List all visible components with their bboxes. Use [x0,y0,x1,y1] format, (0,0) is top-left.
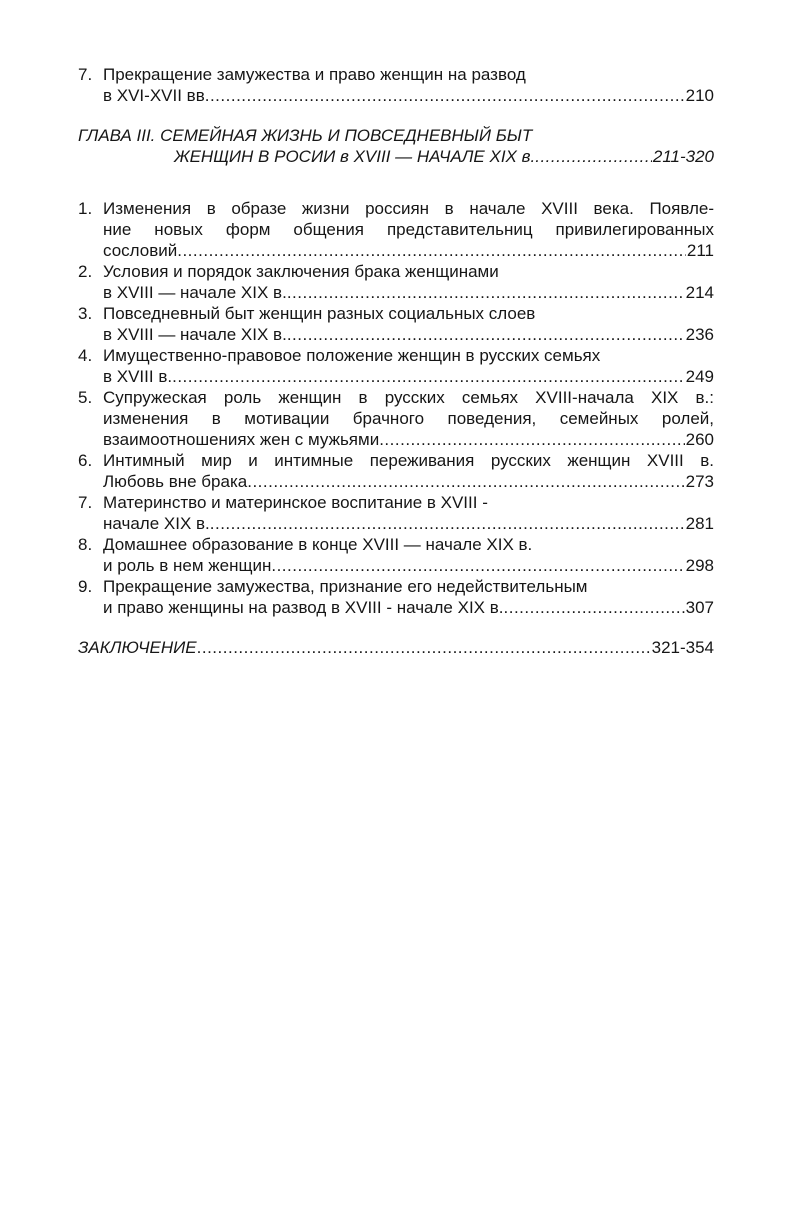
toc-entry-7 [78,492,714,534]
toc-entry-4 [78,345,714,387]
entry-title-last-line: взаимоотношениях жен с мужьями [103,430,380,449]
chapter-title-line: ГЛАВА III. СЕМЕЙНАЯ ЖИЗНЬ И ПОВСЕДНЕВНЫЙ БЫТ [78,126,533,145]
entry-number: 6. [78,451,93,470]
dot-leader [379,429,684,450]
entry-title-line: ние новых форм общения представительниц привилегированных [103,220,714,239]
entry-page-number: 249 [685,367,714,386]
conclusion-entry [78,637,714,658]
toc-entry-3 [78,303,714,345]
entry-title-last-line: сословий [103,241,178,260]
entry-title-last-line: начале XIX в. [103,514,210,533]
entry-page-number: 211 [686,241,714,260]
chapter-heading [78,125,714,167]
entry-title-line: Прекращение замужества и право женщин на развод [103,65,526,84]
entry-page-number: 236 [685,325,714,344]
dot-leader [287,324,685,345]
entry-title-last-line: в XVIII в. [103,367,173,386]
dot-leader [287,282,685,303]
entry-page-number: 273 [685,472,714,491]
entry-title-line: Имущественно-правовое положение женщин в русских семьях [103,346,601,365]
dot-leader [210,513,685,534]
entry-number: 2. [78,262,93,281]
entry-title-line: Прекращение замужества, признание его недействительным [103,577,588,596]
entry-number: 9. [78,577,93,596]
entry-title-line: Интимный мир и интимные переживания русских женщин XVIII в. [103,451,714,470]
dot-leader [197,637,651,658]
entry-number: 7. [78,65,93,84]
entry-number: 4. [78,346,93,365]
chapter-page-range: 211-320 [652,147,714,166]
entry-page-number: 307 [685,598,714,617]
entry-title-line: Домашнее образование в конце XVIII — начале XIX в. [103,535,533,554]
chapter-title-last-line: ЖЕНЩИН В РОСИИ в XVIII — НАЧАЛЕ XIX в. [174,147,536,166]
entry-page-number: 298 [685,556,714,575]
entry-title-line: изменения в мотивации брачного поведения, семейных ролей, [103,409,714,428]
toc-entry-9 [78,576,714,618]
entry-number: 1. [78,199,93,218]
toc-entry-6 [78,450,714,492]
dot-leader [535,146,652,167]
conclusion-label: ЗАКЛЮЧЕНИЕ [78,638,197,657]
toc-entry-5 [78,387,714,450]
entry-title-last-line: Любовь вне брака [103,472,248,491]
dot-leader [504,597,685,618]
entry-title-line: Изменения в образе жизни россиян в начале XVIII века. Появле- [103,199,714,218]
dot-leader [177,240,686,261]
entry-page-number: 214 [685,283,714,302]
entry-page-number: 260 [685,430,714,449]
entry-title-last-line: и роль в нем женщин [103,556,272,575]
dot-leader [172,366,685,387]
toc-entry-2 [78,261,714,303]
entry-page-number: 210 [685,86,714,105]
entry-number: 7. [78,493,93,512]
entry-number: 8. [78,535,93,554]
conclusion-page-range: 321-354 [651,638,714,657]
toc-entry-8 [78,534,714,576]
toc-entry-1 [78,198,714,261]
entry-page-number: 281 [685,514,714,533]
chapter-items [78,198,714,618]
entry-title-last-line: в XVIII — начале XIX в. [103,283,287,302]
entry-number: 3. [78,304,93,323]
dot-leader [271,555,684,576]
dot-leader [247,471,684,492]
table-of-contents [78,64,714,658]
toc-entry-prev-7 [78,64,714,106]
entry-title-line: Супружеская роль женщин в русских семьях XVIII-начала XIX в.: [103,388,714,407]
entry-title-line: Повседневный быт женщин разных социальных слоев [103,304,536,323]
entry-title-line: Материнство и материнское воспитание в XVIII - [103,493,488,512]
entry-title-line: Условия и порядок заключения брака женщинами [103,262,499,281]
entry-number: 5. [78,388,93,407]
entry-title-last-line: в XVIII — начале XIX в. [103,325,287,344]
entry-title-last-line: и право женщины на развод в XVIII - начале XIX в. [103,598,504,617]
entry-title-last-line: в XVI-XVII вв [103,86,205,105]
dot-leader [205,85,685,106]
